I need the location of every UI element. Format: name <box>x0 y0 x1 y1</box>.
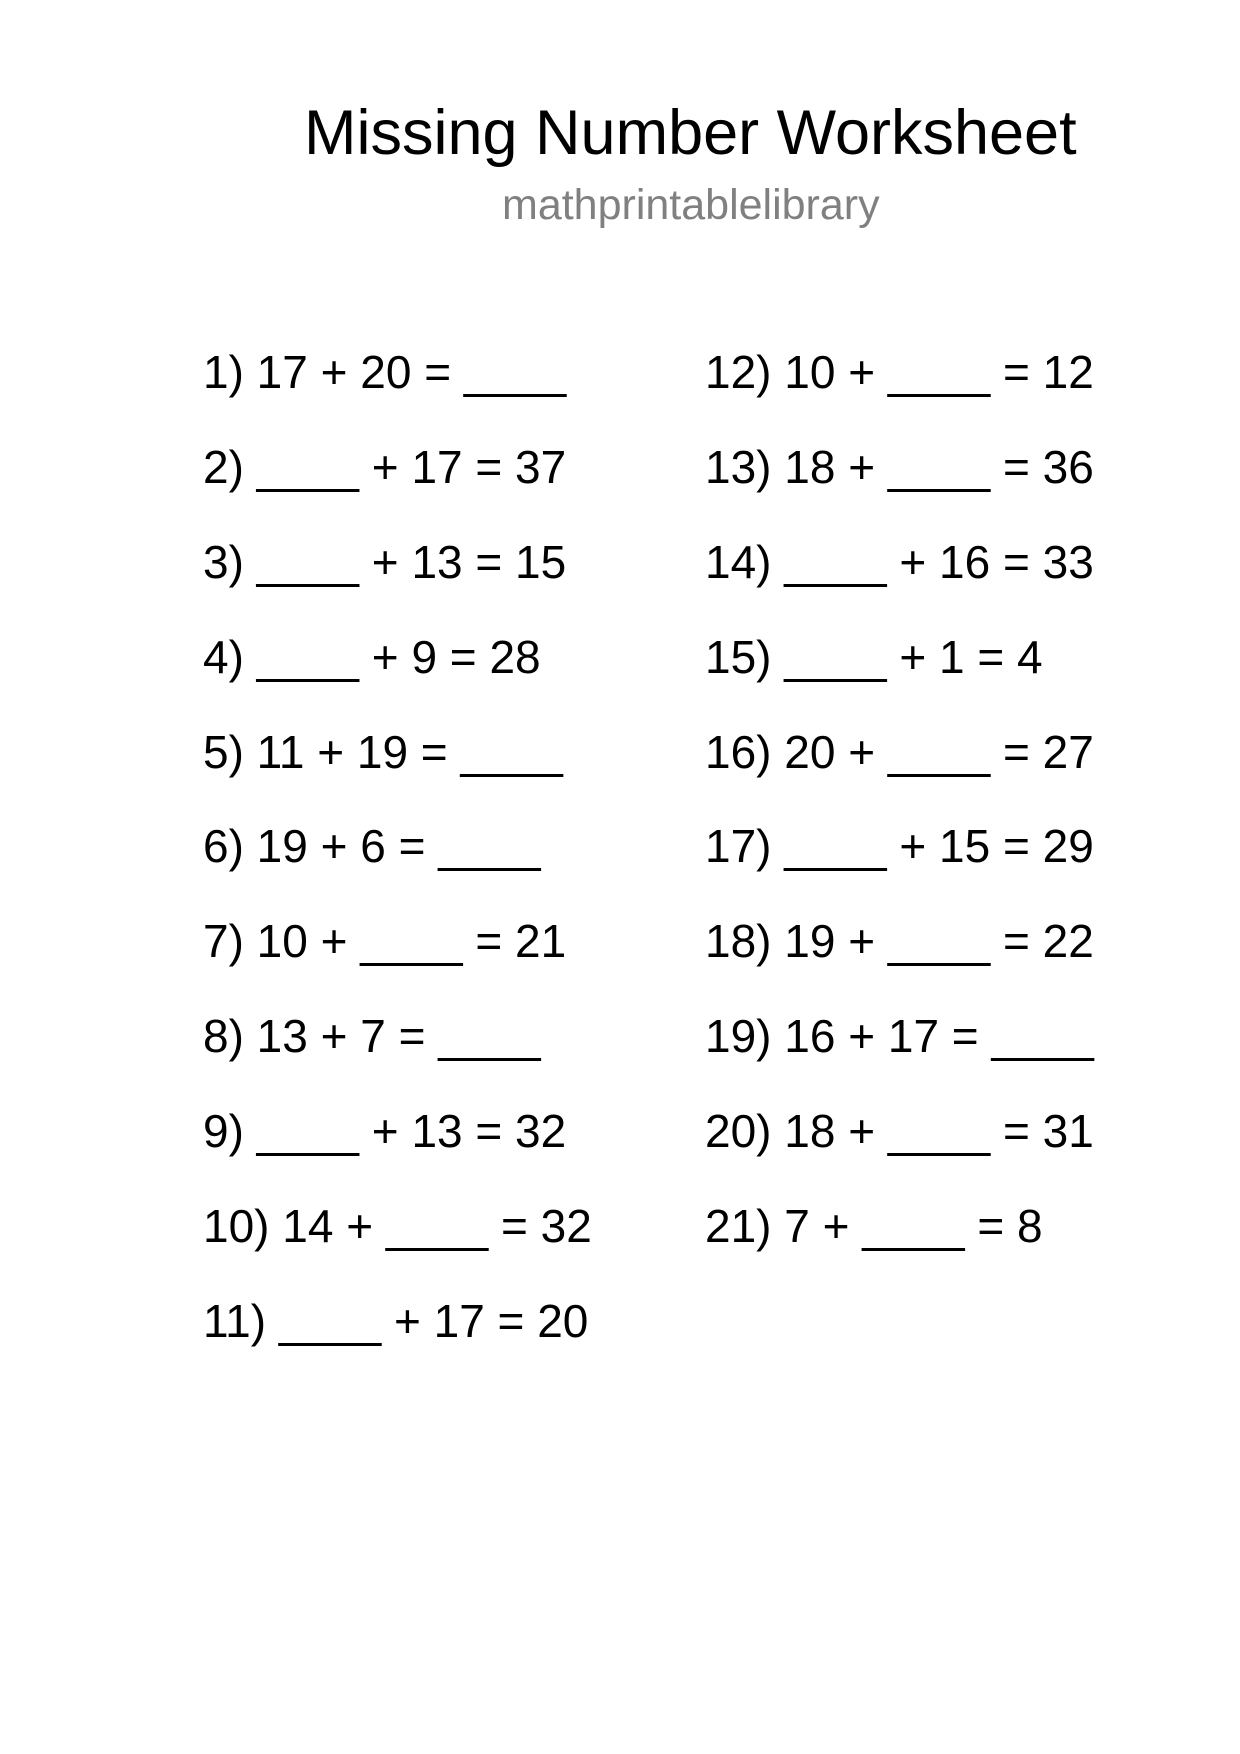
problem-8: 8) 13 + 7 = ____ <box>203 1010 541 1062</box>
problem-14: 14) ____ + 16 = 33 <box>705 536 1094 588</box>
problem-9: 9) ____ + 13 = 32 <box>203 1105 567 1157</box>
worksheet-title: Missing Number Worksheet <box>304 98 1077 168</box>
problem-20: 20) 18 + ____ = 31 <box>705 1105 1094 1157</box>
problem-16: 16) 20 + ____ = 27 <box>705 726 1094 778</box>
problem-4: 4) ____ + 9 = 28 <box>203 631 541 683</box>
problem-11: 11) ____ + 17 = 20 <box>203 1295 589 1347</box>
problem-1: 1) 17 + 20 = ____ <box>203 346 567 398</box>
problem-17: 17) ____ + 15 = 29 <box>705 820 1094 872</box>
problem-3: 3) ____ + 13 = 15 <box>203 536 567 588</box>
problem-6: 6) 19 + 6 = ____ <box>203 820 541 872</box>
problem-19: 19) 16 + 17 = ____ <box>705 1010 1094 1062</box>
problem-15: 15) ____ + 1 = 4 <box>705 631 1043 683</box>
problem-5: 5) 11 + 19 = ____ <box>203 726 563 778</box>
problem-21: 21) 7 + ____ = 8 <box>705 1200 1043 1252</box>
problem-13: 13) 18 + ____ = 36 <box>705 441 1094 493</box>
problem-10: 10) 14 + ____ = 32 <box>203 1200 592 1252</box>
problem-2: 2) ____ + 17 = 37 <box>203 441 567 493</box>
problem-12: 12) 10 + ____ = 12 <box>705 346 1094 398</box>
problem-7: 7) 10 + ____ = 21 <box>203 915 567 967</box>
worksheet-subtitle: mathprintablelibrary <box>502 181 880 229</box>
problem-18: 18) 19 + ____ = 22 <box>705 915 1094 967</box>
